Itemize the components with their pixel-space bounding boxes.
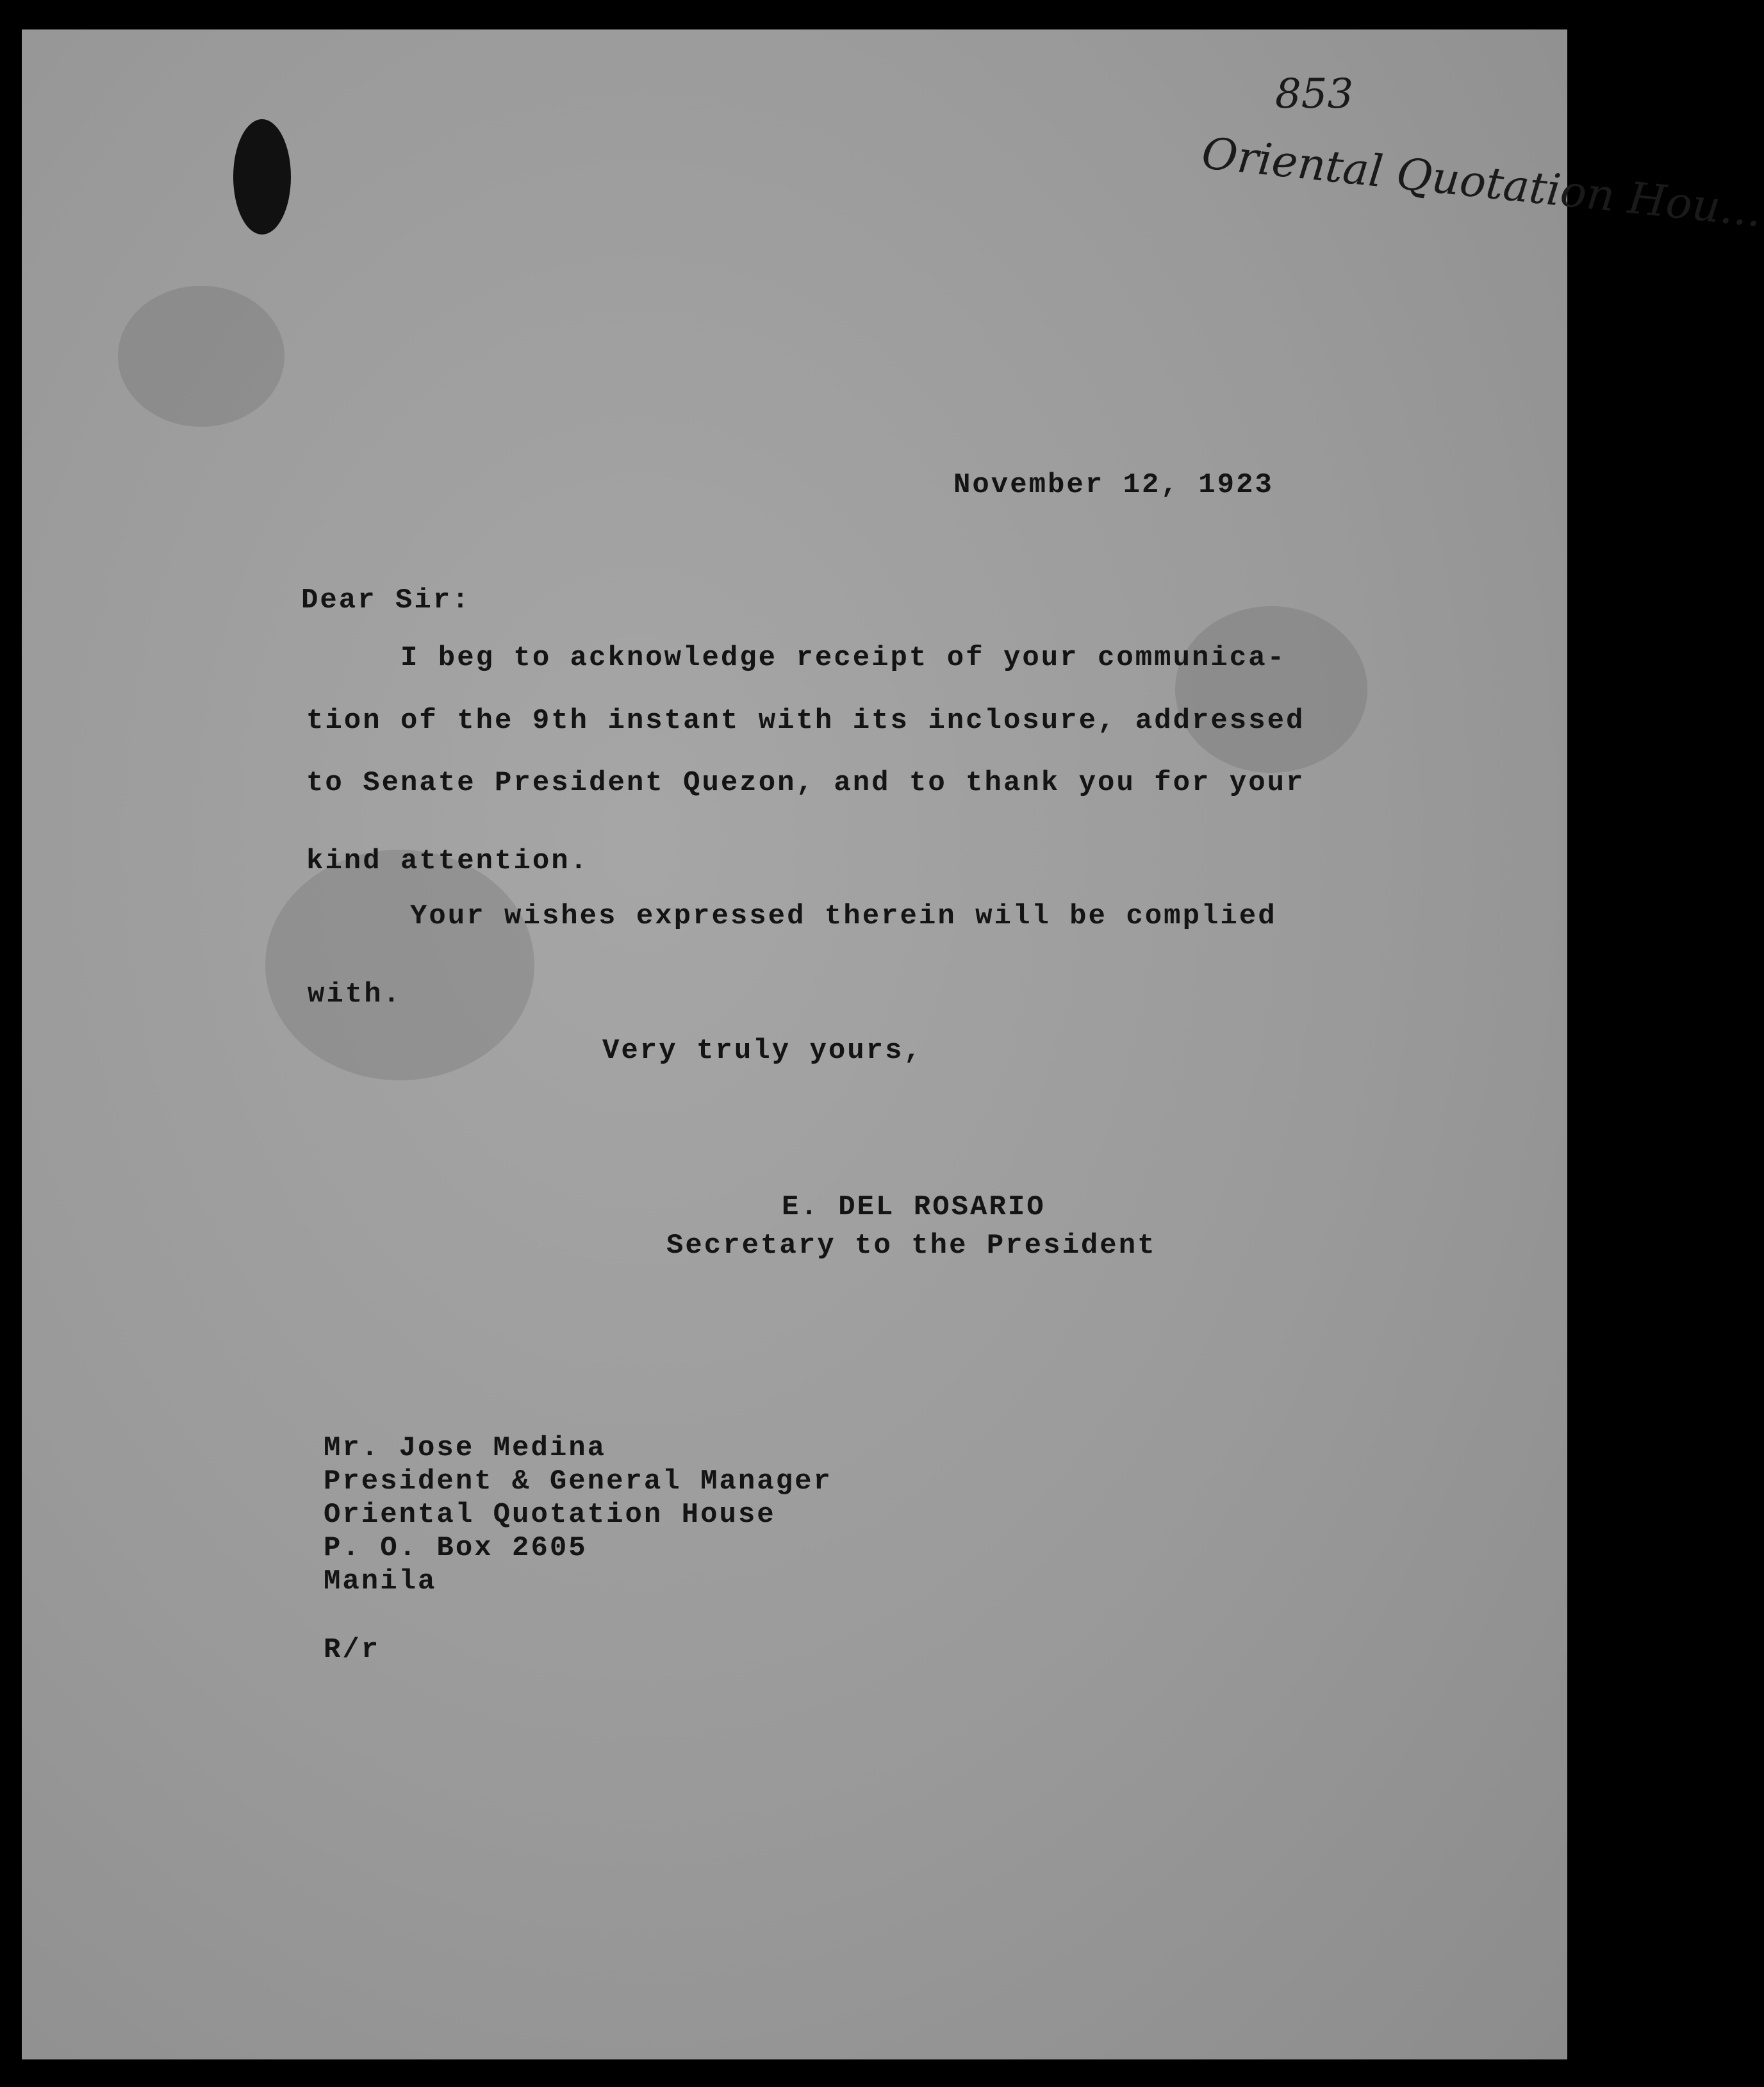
body-line: kind attention. — [306, 845, 589, 877]
punch-hole — [233, 119, 291, 235]
reference-initials: R/r — [324, 1634, 381, 1666]
closing: Very truly yours, — [602, 1035, 923, 1067]
recipient-name: Mr. Jose Medina — [324, 1432, 607, 1464]
body-line: I beg to acknowledge receipt of your communica- — [400, 642, 1287, 674]
salutation: Dear Sir: — [301, 584, 471, 616]
body-line: tion of the 9th instant with its inclosure, addressed — [306, 705, 1305, 737]
signature-name: E. DEL ROSARIO — [782, 1191, 1046, 1223]
letter-date: November 12, 1923 — [953, 469, 1274, 501]
handwritten-note: Oriental Quotation Hou... — [1199, 128, 1764, 238]
body-line: to Senate President Quezon, and to thank you for your — [306, 767, 1305, 799]
recipient-city: Manila — [324, 1565, 437, 1597]
body-line: Your wishes expressed therein will be complied — [410, 900, 1277, 932]
stain — [1175, 606, 1367, 773]
recipient-title: President & General Manager — [324, 1465, 832, 1497]
stain — [265, 850, 534, 1080]
signature-title: Secretary to the President — [666, 1230, 1157, 1262]
recipient-po-box: P. O. Box 2605 — [324, 1532, 588, 1564]
file-number-annotation: 853 — [1275, 70, 1354, 118]
body-line: with. — [308, 978, 402, 1011]
recipient-company: Oriental Quotation House — [324, 1499, 776, 1531]
stain — [118, 286, 284, 427]
